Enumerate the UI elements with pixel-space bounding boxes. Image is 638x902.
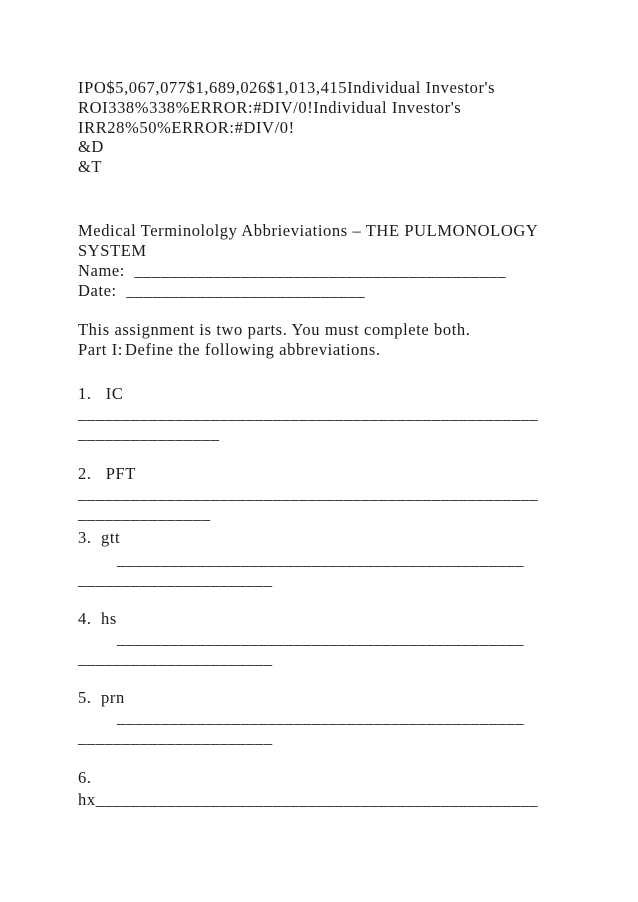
part-label: Part I:: [78, 340, 123, 359]
header-line-d: &D: [78, 137, 104, 156]
name-blank[interactable]: __________________________________________: [134, 261, 507, 280]
instructions-text: This assignment is two parts. You must complete both.: [78, 320, 471, 339]
item-6-label: 6.: [78, 768, 92, 787]
item-1-answer-line[interactable]: ____________________________________________________: [78, 404, 539, 423]
part-text: Define the following abbreviations.: [125, 340, 381, 359]
item-6-answer-line[interactable]: hx__________________________________________________: [78, 790, 539, 809]
item-1-answer-line-continued[interactable]: ________________: [78, 424, 220, 443]
document-title: Medical Terminololgy Abbrieviations – THE PULMONOLOGY: [78, 221, 539, 240]
item-2-label: 2. PFT: [78, 464, 136, 483]
item-5-answer-line-continued[interactable]: ______________________: [78, 728, 273, 747]
name-label: Name:: [78, 261, 125, 280]
document-title-continued: SYSTEM: [78, 241, 147, 260]
item-4-answer-line[interactable]: ______________________________________________: [117, 629, 525, 648]
item-3-label: 3. gtt: [78, 528, 121, 547]
header-line-irr: IRR28%50%ERROR:#DIV/0!: [78, 118, 295, 137]
item-2-answer-line-continued[interactable]: _______________: [78, 504, 211, 523]
item-2-answer-line[interactable]: ____________________________________________________: [78, 484, 539, 503]
header-line-roi: ROI338%338%ERROR:#DIV/0!Individual Investor's: [78, 98, 462, 117]
date-blank[interactable]: ___________________________: [126, 281, 366, 300]
item-3-answer-line-continued[interactable]: ______________________: [78, 570, 273, 589]
item-4-label: 4. hs: [78, 609, 117, 628]
item-1-label: 1. IC: [78, 384, 124, 403]
item-3-answer-line[interactable]: ______________________________________________: [117, 550, 525, 569]
header-line-ipo: IPO$5,067,077$1,689,026$1,013,415Individual Investor's: [78, 78, 496, 97]
date-field: [78, 281, 365, 301]
name-field: [78, 261, 506, 281]
date-label: Date:: [78, 281, 117, 300]
header-line-t: &T: [78, 157, 103, 176]
item-4-answer-line-continued[interactable]: ______________________: [78, 649, 273, 668]
item-5-answer-line[interactable]: ______________________________________________: [117, 708, 525, 727]
item-5-label: 5. prn: [78, 688, 125, 707]
part-heading: [78, 340, 381, 360]
